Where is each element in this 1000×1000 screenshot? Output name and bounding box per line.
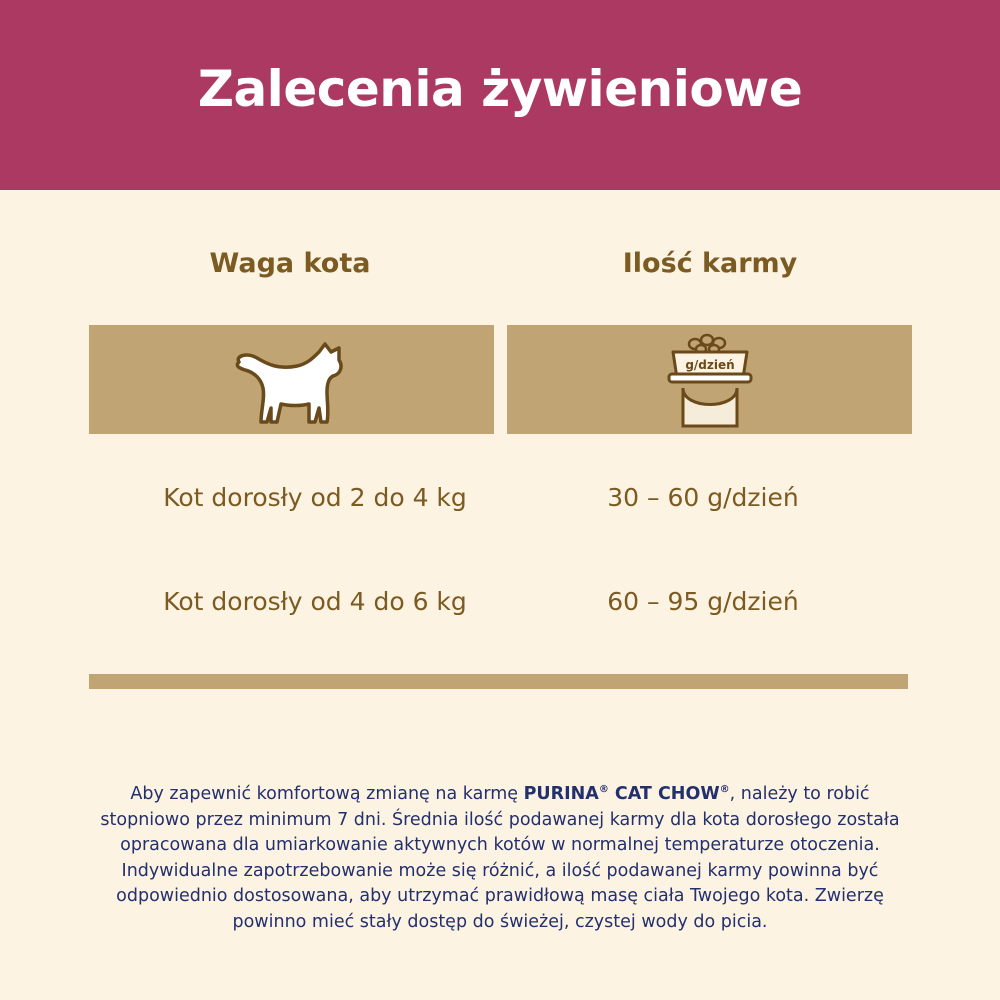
row2-weight: Kot dorosły od 4 do 6 kg (163, 587, 467, 616)
note-part2: , należy to robić stopniowo przez minimum 7 dni. Średnia ilość podawanej karmy dla kota dorosłego została opracowana dla umiarkowanie aktywnych kotów w normalnej temperaturze otoczenia. Indywidualne zapotrzebowanie może się różnić, a ilość podawanej karmy powinna być odpowiednio dostosowana, aby utrzymać prawidłową masę ciała Twojego kota. Zwierzę powinno mieć stały dostęp do świeżej, czystej wody do picia. (100, 784, 900, 932)
weight-icon-band (89, 325, 494, 434)
row2-amount: 60 – 95 g/dzień (607, 587, 799, 616)
row1-amount: 30 – 60 g/dzień (607, 483, 799, 512)
brand-purina: PURINA (523, 784, 599, 804)
header-banner (0, 0, 1000, 190)
column-header-amount: Ilość karmy (622, 248, 798, 279)
brand-cat-chow: CAT CHOW (608, 784, 720, 804)
page-title: Zalecenia żywieniowe (197, 60, 803, 118)
column-header-weight: Waga kota (209, 248, 371, 279)
note-part1: Aby zapewnić komfortową zmianę na karmę (130, 784, 524, 804)
food-bowl-icon (665, 330, 755, 430)
cat-silhouette-icon (227, 332, 357, 428)
reg-mark-2: ® (719, 784, 730, 796)
bowl-label: g/dzień (684, 357, 735, 372)
row1-weight: Kot dorosły od 2 do 4 kg (163, 483, 467, 512)
reg-mark-1: ® (598, 784, 609, 796)
note-brand (524, 784, 730, 804)
divider-bar (89, 674, 908, 689)
feeding-note (95, 782, 905, 935)
amount-icon-band (507, 325, 912, 434)
